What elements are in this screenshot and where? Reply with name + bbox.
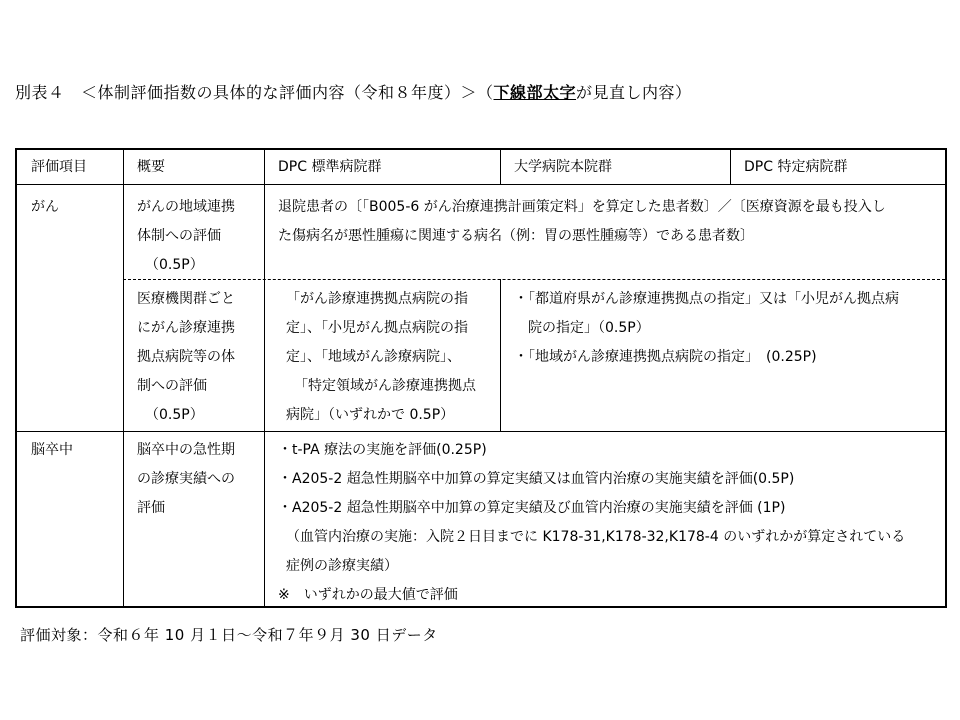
col-divider-university-header — [730, 150, 731, 184]
header-dpc-specific: DPC 特定病院群 — [744, 159, 848, 175]
cancer-content-1: 退院患者の〔「B005-6 がん治療連携計画策定料」を算定した患者数〕／〔医療資源を最も投入し た傷病名が悪性腫瘍に関連する病名（例：胃の悪性腫瘍等）である患者数〕 — [278, 199, 886, 244]
col-divider-item — [123, 150, 124, 606]
evaluation-period-footer: 評価対象：令和６年 10 月１日～令和７年９月 30 日データ — [20, 626, 438, 644]
col-divider-standard-row2 — [500, 279, 501, 431]
title-suffix: が見直し内容） — [576, 83, 692, 102]
document-title — [15, 80, 692, 103]
evaluation-table — [15, 148, 947, 608]
title-highlight: 下線部太字 — [493, 83, 577, 102]
col-divider-summary — [264, 150, 265, 606]
stroke-content: ・t-PA 療法の実施を評価(0.25P) ・A205-2 超急性期脳卒中加算の算定実績又は血管内治療の実施実績を評価(0.5P) ・A205-2 超急性期脳卒中加算の算定実績及び血管内治療の実施実績を評価 (1P) （血管内治療の実施：入院２日目までに K178-31,K178-32,K178-4 のいずれかが算定されている 症例の診療実績） ※ いずれかの最大値で評価 — [278, 442, 906, 603]
header-university: 大学病院本院群 — [514, 159, 612, 175]
cancer-item-label: がん — [31, 199, 59, 215]
header-dpc-standard: DPC 標準病院群 — [278, 159, 382, 175]
title-prefix: 別表４ ＜体制評価指数の具体的な評価内容（令和８年度）＞（ — [15, 83, 494, 102]
stroke-summary: 脳卒中の急性期 の診療実績への 評価 — [137, 442, 235, 516]
cancer-other-2: ・「都道府県がん診療連携拠点の指定」又は「小児がん拠点病 院の指定」（0.5P） ・「地域がん診療連携拠点病院の指定」 (0.25P) — [514, 291, 899, 365]
header-summary: 概要 — [137, 159, 165, 175]
cancer-summary-1: がんの地域連携 体制への評価 （0.5P） — [137, 199, 235, 273]
header-bottom-line — [17, 184, 945, 185]
cancer-row-divider — [123, 279, 945, 280]
col-divider-standard-header — [500, 150, 501, 184]
cancer-standard-2: 「がん診療連携拠点病院の指 定」、「小児がん拠点病院の指 定」、「地域がん診療病院」、 「特定領域がん診療連携拠点 病院」（いずれかで 0.5P） — [286, 291, 476, 423]
header-item: 評価項目 — [31, 159, 87, 175]
cancer-row-bottom-line — [17, 431, 945, 432]
stroke-item-label: 脳卒中 — [31, 442, 73, 458]
cancer-summary-2: 医療機関群ごと にがん診療連携 拠点病院等の体 制への評価 （0.5P） — [137, 291, 235, 423]
